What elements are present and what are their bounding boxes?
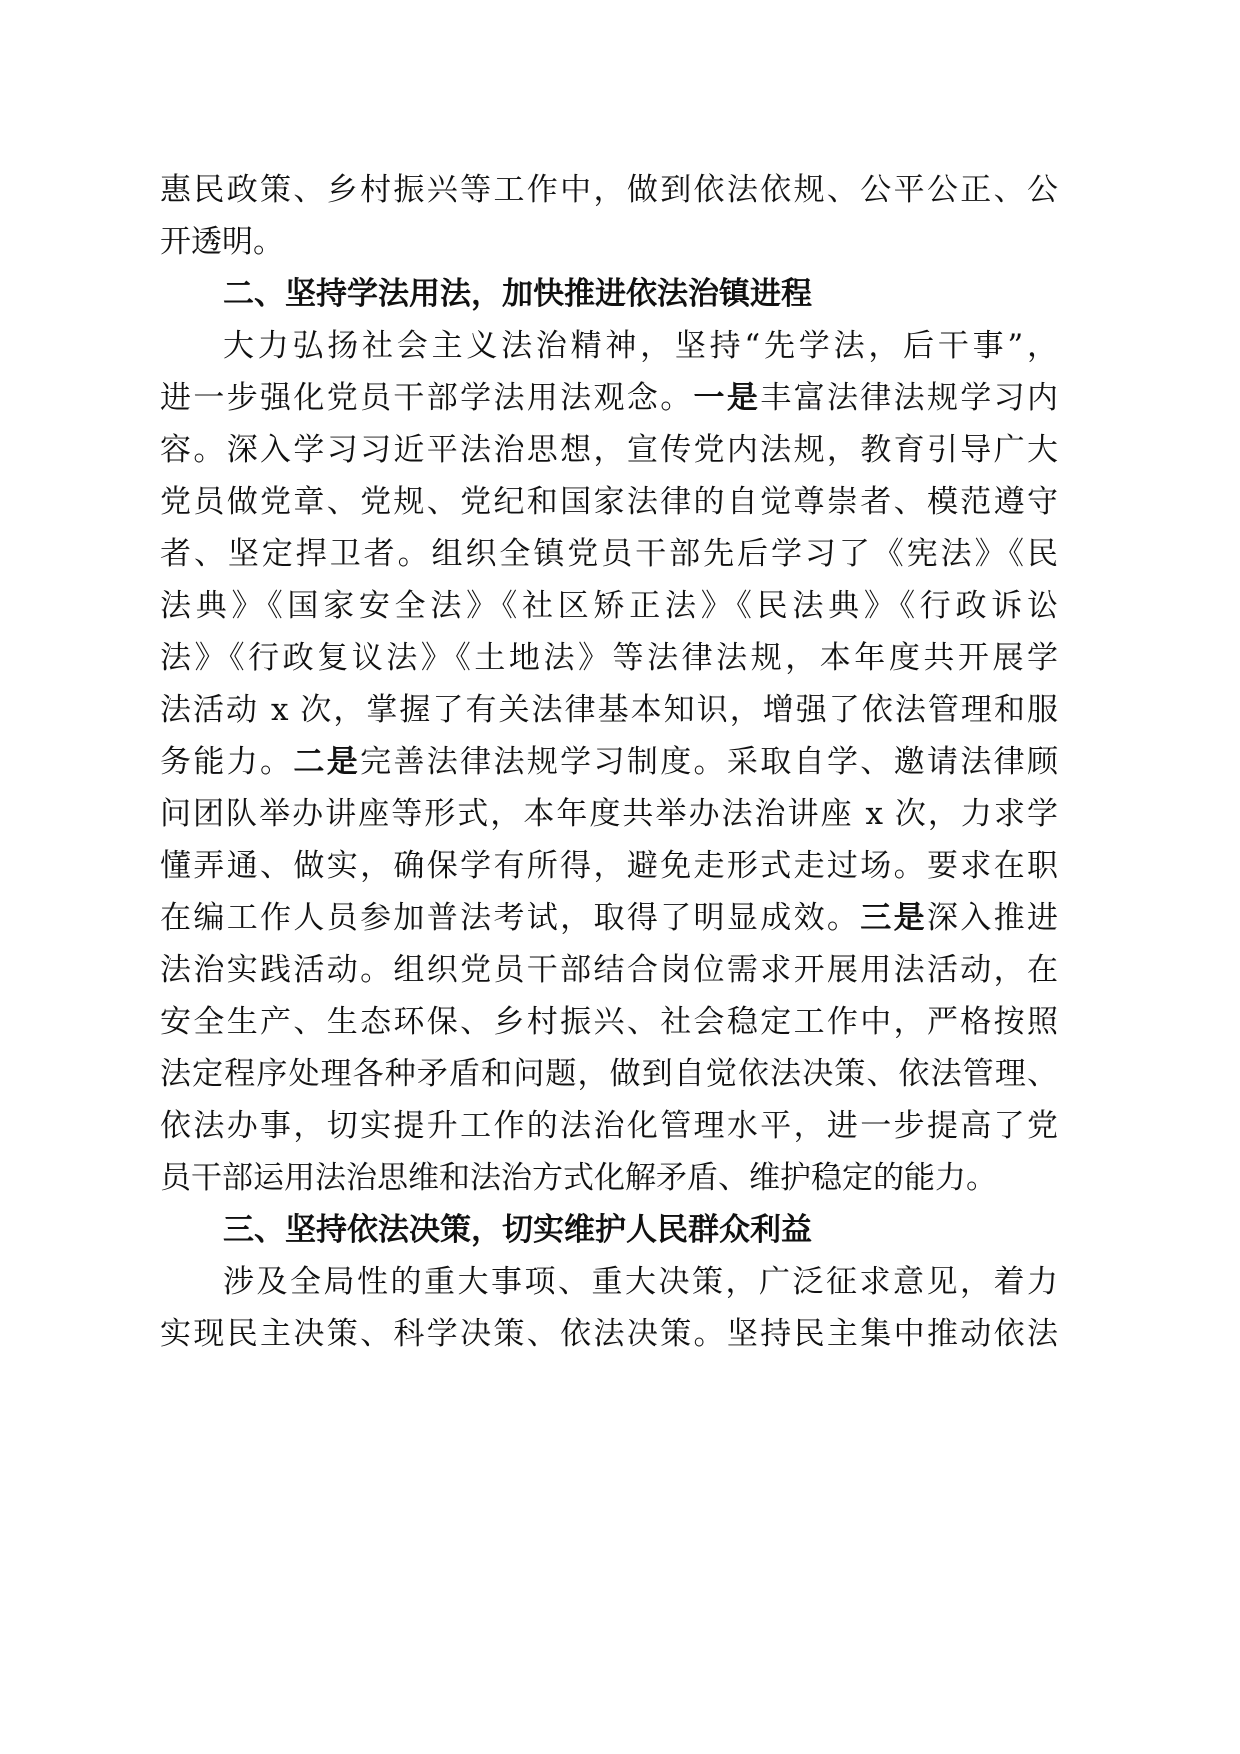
text-run: 在编工作人员参加普法考试，取得了明显成效。 (160, 900, 861, 936)
body-line (160, 378, 1058, 418)
body-line: 问团队举办讲座等形式，本年度共举办法治讲座 x 次，力求学 (160, 796, 1058, 832)
section-heading-2: 二、坚持学法用法，加快推进依法治镇进程 (223, 276, 812, 312)
text-run: 务能力。 (160, 744, 294, 780)
body-line: 党员做党章、党规、党纪和国家法律的自觉尊崇者、模范遵守 (160, 484, 1058, 520)
body-line: 员干部运用法治思维和法治方式化解矛盾、维护稳定的能力。 (160, 1160, 997, 1196)
body-line: 法》《行政复议法》《土地法》等法律法规，本年度共开展学 (160, 640, 1058, 676)
body-line: 者、坚定捍卫者。组织全镇党员干部先后学习了《宪法》《民 (160, 536, 1058, 572)
text-run: 丰富法律法规学习内 (760, 380, 1059, 416)
text-run: 深入推进 (926, 900, 1059, 936)
body-line: 安全生产、生态环保、乡村振兴、社会稳定工作中，严格按照 (160, 1004, 1058, 1040)
text-run: 完善法律法规学习制度。采取自学、邀请法律顾 (360, 744, 1059, 780)
body-line: 法定程序处理各种矛盾和问题，做到自觉依法决策、依法管理、 (160, 1056, 1058, 1092)
body-line: 依法办事，切实提升工作的法治化管理水平，进一步提高了党 (160, 1108, 1058, 1144)
bold-lead: 三是 (860, 900, 927, 936)
body-line: 惠民政策、乡村振兴等工作中，做到依法依规、公平公正、公 (160, 172, 1058, 208)
bold-lead: 一是 (693, 380, 761, 416)
bold-lead: 二是 (293, 744, 361, 780)
body-line: 容。深入学习习近平法治思想，宣传党内法规，教育引导广大 (160, 432, 1058, 468)
section-heading-3: 三、坚持依法决策，切实维护人民群众利益 (223, 1212, 812, 1248)
body-line: 法治实践活动。组织党员干部结合岗位需求开展用法活动，在 (160, 952, 1058, 988)
body-line (160, 742, 1058, 782)
body-line: 涉及全局性的重大事项、重大决策，广泛征求意见，着力 (223, 1264, 1058, 1300)
body-line (160, 898, 1058, 938)
body-line: 法典》《国家安全法》《社区矫正法》《民法典》《行政诉讼 (160, 588, 1058, 624)
body-line: 懂弄通、做实，确保学有所得，避免走形式走过场。要求在职 (160, 848, 1058, 884)
body-line: 大力弘扬社会主义法治精神，坚持“先学法，后干事”， (223, 328, 1058, 364)
text-run: 进一步强化党员干部学法用法观念。 (160, 380, 694, 416)
body-line: 实现民主决策、科学决策、依法决策。坚持民主集中推动依法 (160, 1316, 1058, 1352)
body-line: 开透明。 (160, 224, 284, 260)
body-line: 法活动 x 次，掌握了有关法律基本知识，增强了依法管理和服 (160, 692, 1058, 728)
